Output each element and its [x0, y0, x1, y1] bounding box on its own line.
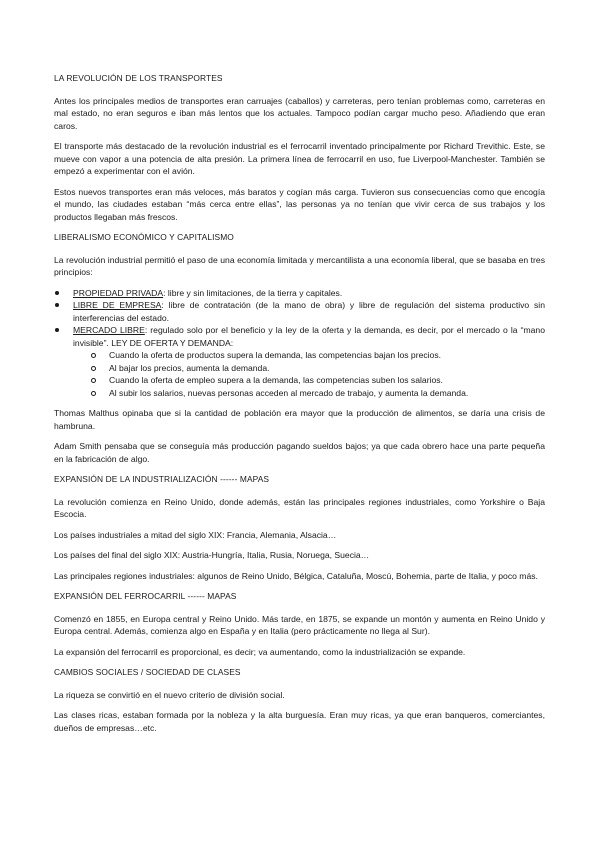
section-heading-liberalismo: LIBERALISMO ECONÓMICO Y CAPITALISMO: [54, 232, 234, 242]
supply-demand-list: [73, 349, 545, 399]
paragraph: Comenzó en 1855, en Europa central y Reino Unido. Más tarde, en 1875, se expande un montón y aumenta en Reino Unido y Europa central. Además, comienza algo en España y en Italia (pero prácticamente no llega al Sur).: [54, 613, 545, 636]
section-heading-ferrocarril: EXPANSIÓN DEL FERROCARRIL ------ MAPAS: [54, 591, 237, 601]
list-item: [54, 324, 545, 399]
bullet-term: PROPIEDAD PRIVADA: [73, 287, 164, 298]
paragraph: Los países industriales a mitad del siglo XIX: Francia, Alemania, Alsacia…: [54, 529, 337, 540]
paragraph: Las clases ricas, estaban formada por la nobleza y la alta burguesía. Eran muy ricas, ya que eran banqueros, comerciantes, dueños de empresas…etc.: [54, 710, 545, 733]
paragraph: Estos nuevos transportes eran más veloces, más baratos y cogían más carga. Tuvieron sus consecuencias como que encogía el mundo, las ciudades estaban “más cerca entre ellas”, las personas ya no tenían que vivir cerca de sus trabajos y los productos llegaban más frescos.: [54, 186, 545, 222]
list-item: Al subir los salarios, nuevas personas acceden al mercado de trabajo, y aumenta la demanda.: [91, 387, 545, 400]
paragraph: La expansión del ferrocarril es proporcional, es decir; va aumentando, como la industrialización se expande.: [54, 646, 466, 657]
paragraph: Los países del final del siglo XIX: Austria-Hungría, Italia, Rusia, Noruega, Suecia…: [54, 550, 370, 560]
paragraph: La revolución comienza en Reino Unido, donde además, están las principales regiones industriales, como Yorkshire o Baja Escocia.: [54, 496, 545, 519]
paragraph: Antes los principales medios de transportes eran carruajes (caballos) y carreteras, pero tenían problemas como, carreteras en mal estado, no eran seguros e iban más lentos que los actuales. Tampoco podían cargar mucho peso. Añadiendo que eran caros.: [54, 95, 545, 131]
list-item: [54, 299, 545, 324]
bullet-term: MERCADO LIBRE: [73, 325, 145, 335]
bullet-text: : libre de contratación (de la mano de obra) y libre de regulación del sistema productivo sin interferencias del estado.: [73, 300, 545, 323]
paragraph: Las principales regiones industriales: algunos de Reino Unido, Bélgica, Cataluña, Moscú, Bohemia, parte de Italia, y poco más.: [54, 570, 538, 581]
section-heading-sociedad: CAMBIOS SOCIALES / SOCIEDAD DE CLASES: [54, 667, 241, 677]
bullet-term: LIBRE DE EMPRESA: [73, 300, 162, 310]
paragraph: El transporte más destacado de la revolución industrial es el ferrocarril inventado principalmente por Richard Trevithic. Este, se mueve con vapor a una potencia de alta presión. La primera línea de ferrocarril en uso, fue Liverpool-Manchester. También se empezó a experimentar con el avión.: [54, 141, 545, 176]
section-heading-expansion: EXPANSIÓN DE LA INDUSTRIALIZACIÓN ------ MAPAS: [54, 474, 270, 484]
list-item: Al bajar los precios, aumenta la demanda.: [91, 362, 545, 375]
bullet-text: : regulado solo por el beneficio y la ley de la oferta y la demanda, es decir, por el mercado o la “mano invisible”. LEY DE OFERTA Y DEMANDA:: [73, 325, 545, 348]
list-item: [54, 287, 545, 300]
paragraph: Thomas Malthus opinaba que si la cantidad de población era mayor que la producción de alimentos, se daría una crisis de hambruna.: [54, 408, 545, 431]
paragraph: Adam Smith pensaba que se conseguía más producción pagando sueldos bajos; ya que cada obrero hace una parte pequeña en la fabricación de algo.: [54, 441, 545, 464]
list-item: Cuando la oferta de empleo supera a la demanda, las competencias suben los salarios.: [91, 374, 545, 387]
list-item: Cuando la oferta de productos supera la demanda, las competencias bajan los precios.: [91, 349, 545, 362]
principles-list: [54, 287, 545, 400]
section-heading-transportes: LA REVOLUCIÓN DE LOS TRANSPORTES: [54, 73, 223, 83]
bullet-text: : libre y sin limitaciones, de la tierra y capitales.: [163, 287, 343, 298]
paragraph: La revolución industrial permitió el paso de una economía limitada y mercantilista a una economía liberal, que se basaba en tres principios:: [54, 254, 545, 277]
paragraph: La riqueza se convirtió en el nuevo criterio de división social.: [54, 689, 285, 700]
